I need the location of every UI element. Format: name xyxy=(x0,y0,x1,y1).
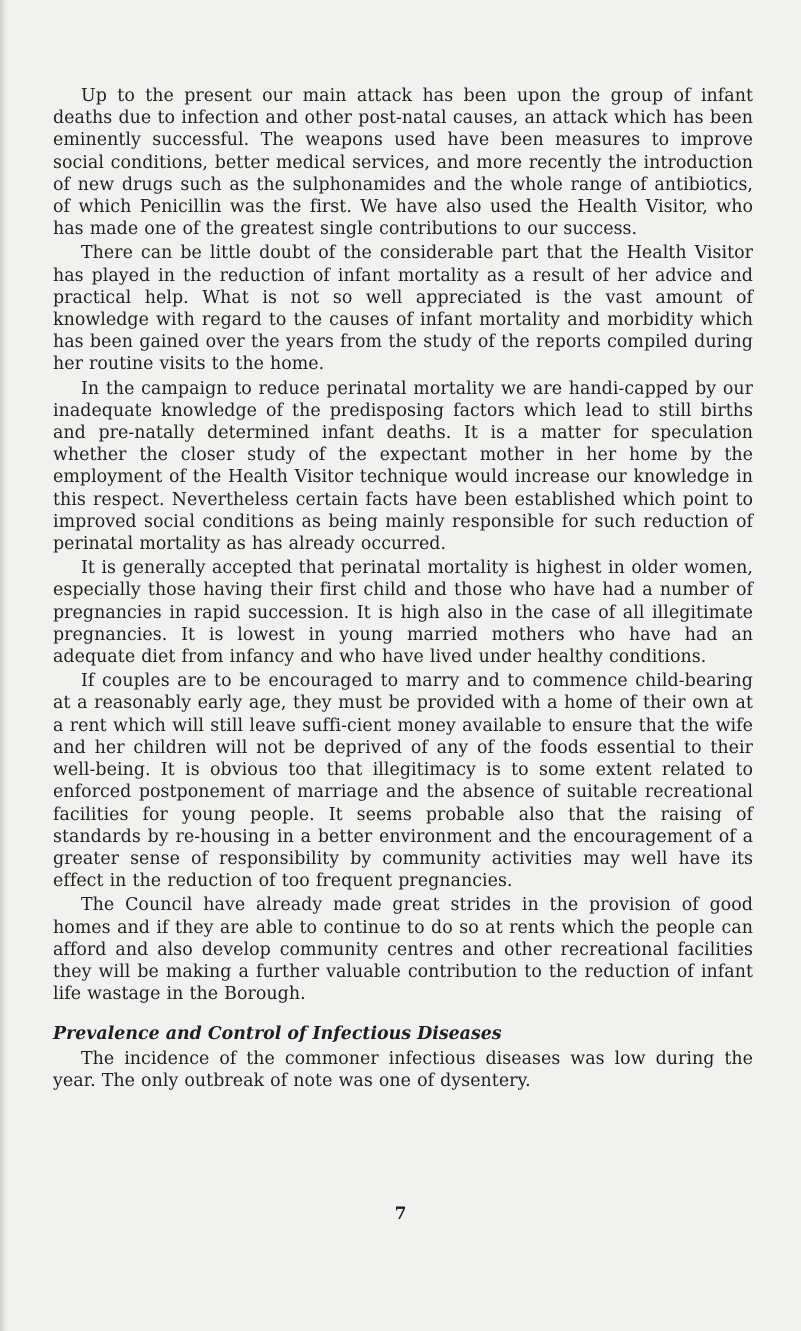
paragraph-1: Up to the present our main attack has been upon the group of infant deaths due to infection and other post-natal causes, an attack which has been eminently successful. The weapons used have been measures to improve social conditions, better medical services, and more recently the introduction of new drugs such as the sulphonamides and the whole range of antibiotics, of which Penicillin was the first. We have also used the Health Visitor, who has made one of the greatest single contributions to our success. xyxy=(53,86,753,240)
page-number: 7 xyxy=(394,1204,407,1224)
section-heading: Prevalence and Control of Infectious Diseases xyxy=(53,1024,502,1045)
scan-edge xyxy=(0,0,8,1331)
paragraph-2: There can be little doubt of the considerable part that the Health Visitor has played in the reduction of infant mortality as a result of her advice and practical help. What is not so well appreciated is the vast amount of knowledge with regard to the causes of infant mortality and morbidity which has been gained over the years from the study of the reports compiled during her routine visits to the home. xyxy=(53,243,753,375)
section-paragraph: The incidence of the commoner infectious diseases was low during the year. The only outbreak of note was one of dysentery. xyxy=(53,1048,753,1091)
paragraph-4: It is generally accepted that perinatal mortality is highest in older women, especially those having their first child and those who have had a number of pregnancies in rapid succession. It is high also in the case of all illegitimate pregnancies. It is lowest in young married mothers who have had an adequate diet from infancy and who have lived under healthy conditions. xyxy=(53,558,753,668)
document-page xyxy=(53,85,753,1092)
paragraph-6: The Council have already made great strides in the provision of good homes and if they are able to continue to do so at rents which the people can afford and also develop community centres and other recreational facilities they will be making a further valuable contribution to the reduction of infant life wastage in the Borough. xyxy=(53,895,753,1005)
paragraph-3: In the campaign to reduce perinatal mortality we are handi-capped by our inadequate knowledge of the predisposing factors which lead to still births and pre-natally determined infant deaths. It is a matter for speculation whether the closer study of the expectant mother in her home by the employment of the Health Visitor technique would increase our knowledge in this respect. Nevertheless certain facts have been established which point to improved social conditions as being mainly responsible for such reduction of perinatal mortality as has already occurred. xyxy=(53,378,753,555)
paragraph-5: If couples are to be encouraged to marry and to commence child-bearing at a reasonably early age, they must be provided with a home of their own at a rent which will still leave suffi-cient money available to ensure that the wife and her children will not be deprived of any of the foods essential to their well-being. It is obvious too that illegitimacy is to some extent related to enforced postponement of marriage and the absence of suitable recreational facilities for young people. It seems probable also that the raising of standards by re-housing in a better environment and the encouragement of a greater sense of responsibility by community activities may well have its effect in the reduction of too frequent pregnancies. xyxy=(53,671,753,892)
